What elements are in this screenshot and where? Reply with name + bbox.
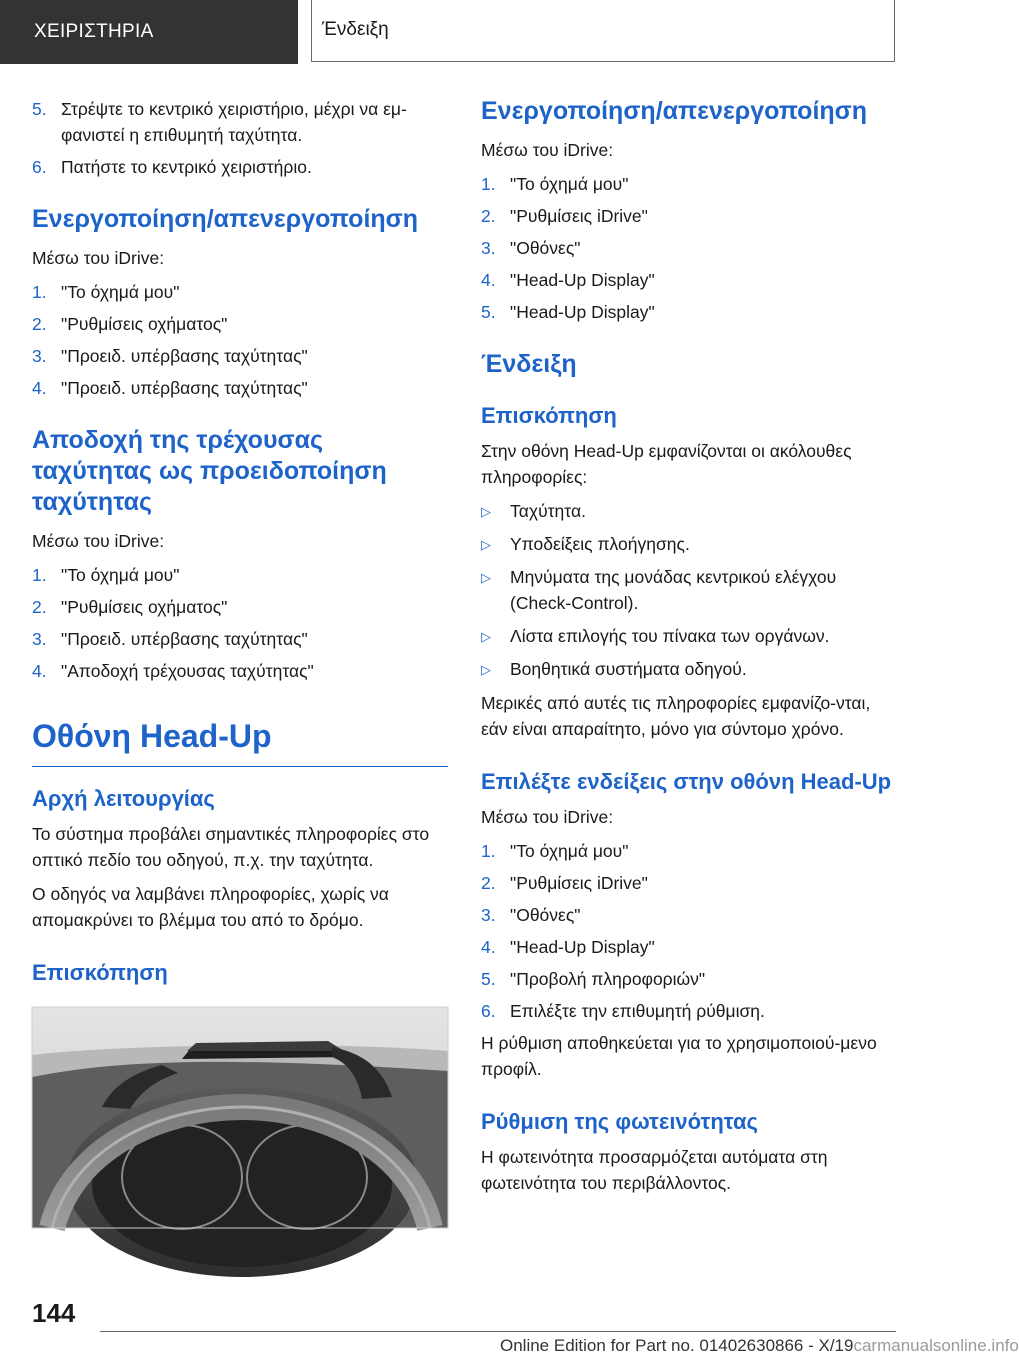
list-item xyxy=(32,626,448,652)
step-number: 5. xyxy=(481,969,496,989)
intro-text: Μέσω του iDrive: xyxy=(481,807,614,827)
step-number: 2. xyxy=(32,314,47,334)
step-number: 3. xyxy=(32,629,47,649)
overview-intro: Στην οθόνη Head-Up εμφανίζονται οι ακόλουθες πληροφορίες: xyxy=(481,441,852,487)
step-number: 6. xyxy=(32,157,47,177)
step-text: "Προβολή πληροφοριών" xyxy=(510,969,706,989)
steps-continued xyxy=(32,96,448,180)
display-info-list xyxy=(481,498,897,682)
principle-paragraph-2: Ο οδηγός να λαμβάνει πληροφορίες, χωρίς να απομακρύνει το βλέμμα του από το δρόμο. xyxy=(32,884,389,930)
intro-text: Μέσω του iDrive: xyxy=(481,140,614,160)
list-item xyxy=(32,375,448,401)
step-number: 2. xyxy=(481,873,496,893)
step-text: "Ρυθμίσεις οχήματος" xyxy=(61,314,228,334)
list-item xyxy=(481,267,897,293)
edition-text: Online Edition for Part no. 01402630866 - X/19 xyxy=(500,1336,854,1355)
chapter-title: Οθόνη Head-Up xyxy=(32,716,448,767)
accept-speed-steps xyxy=(32,562,448,684)
step-text: "Το όχημά μου" xyxy=(510,841,629,861)
list-item xyxy=(481,171,897,197)
intro-text: Μέσω του iDrive: xyxy=(32,248,165,268)
footer-divider xyxy=(100,1331,896,1332)
step-number: 2. xyxy=(481,206,496,226)
select-note: Η ρύθμιση αποθηκεύεται για το χρησιμοποιού-μενο προφίλ. xyxy=(481,1033,877,1079)
list-item xyxy=(481,299,897,325)
step-number: 3. xyxy=(481,905,496,925)
activation-steps xyxy=(32,279,448,401)
step-text: "Οθόνες" xyxy=(510,905,581,925)
item-text: Υποδείξεις πλοήγησης. xyxy=(510,534,690,554)
step-text: "Head-Up Display" xyxy=(510,302,655,322)
list-item xyxy=(32,154,448,180)
step-number: 1. xyxy=(32,565,47,585)
brightness-text: Η φωτεινότητα προσαρμόζεται αυτόματα στη φωτεινότητα του περιβάλλοντος. xyxy=(481,1147,828,1193)
section-title-hud-activation: Ενεργοποίηση/απενεργοποίηση xyxy=(481,97,868,125)
list-item xyxy=(32,279,448,305)
left-column xyxy=(32,96,448,1228)
right-column xyxy=(481,96,897,1204)
list-item xyxy=(481,998,897,1024)
section-title-activation: Ενεργοποίηση/απενεργοποίηση xyxy=(32,205,419,233)
step-text: "Head-Up Display" xyxy=(510,270,655,290)
hud-activation-steps xyxy=(481,171,897,325)
section-tab[interactable]: ΧΕΙΡΙΣΤΗΡΙΑ xyxy=(0,0,298,64)
step-text: "Ρυθμίσεις iDrive" xyxy=(510,873,648,893)
triangle-bullet-icon: ▷ xyxy=(481,629,491,644)
step-text: "Οθόνες" xyxy=(510,238,581,258)
step-text: "Ρυθμίσεις iDrive" xyxy=(510,206,648,226)
overview-note: Μερικές από αυτές τις πληροφορίες εμφανίζο-νται, εάν είναι απαραίτητο, μόνο για σύντομο χρόνο. xyxy=(481,693,871,739)
triangle-bullet-icon: ▷ xyxy=(481,537,491,552)
list-item xyxy=(32,562,448,588)
step-number: 6. xyxy=(481,1001,496,1021)
step-number: 4. xyxy=(481,270,496,290)
list-item xyxy=(32,96,448,148)
step-number: 5. xyxy=(481,302,496,322)
list-item xyxy=(481,838,897,864)
section-title-brightness: Ρύθμιση της φωτεινότητας xyxy=(481,1109,758,1134)
step-number: 3. xyxy=(32,346,47,366)
page-number: 144 xyxy=(32,1298,76,1328)
item-text: Βοηθητικά συστήματα οδηγού. xyxy=(510,659,747,679)
section-title-display: Ένδειξη xyxy=(481,350,577,378)
step-text: Στρέψτε το κεντρικό χειριστήριο, μέχρι να εμ-φανιστεί η επιθυμητή ταχύτητα. xyxy=(61,99,407,145)
step-text: Πατήστε το κεντρικό χειριστήριο. xyxy=(61,157,312,177)
step-number: 4. xyxy=(481,937,496,957)
list-item xyxy=(481,203,897,229)
list-item xyxy=(481,934,897,960)
section-title-principle: Αρχή λειτουργίας xyxy=(32,786,215,811)
step-text: "Προειδ. υπέρβασης ταχύτητας" xyxy=(61,346,308,366)
triangle-bullet-icon: ▷ xyxy=(481,504,491,519)
principle-paragraph-1: Το σύστημα προβάλει σημαντικές πληροφορίες στο οπτικό πεδίο του οδηγού, π.χ. την ταχύτητα. xyxy=(32,824,430,870)
step-number: 1. xyxy=(481,841,496,861)
step-number: 4. xyxy=(32,378,47,398)
list-item xyxy=(481,966,897,992)
section-title-select-indications: Επιλέξτε ενδείξεις στην οθόνη Head-Up xyxy=(481,769,892,794)
step-text: "Το όχημά μου" xyxy=(510,174,629,194)
triangle-bullet-icon: ▷ xyxy=(481,662,491,677)
list-item xyxy=(32,343,448,369)
list-item xyxy=(481,902,897,928)
step-text: "Το όχημά μου" xyxy=(61,282,180,302)
list-item xyxy=(32,594,448,620)
step-text: "Προειδ. υπέρβασης ταχύτητας" xyxy=(61,378,308,398)
step-text: "Προειδ. υπέρβασης ταχύτητας" xyxy=(61,629,308,649)
step-text: "Το όχημά μου" xyxy=(61,565,180,585)
step-number: 1. xyxy=(481,174,496,194)
section-title-overview: Επισκόπηση xyxy=(32,960,168,985)
list-item xyxy=(481,656,897,682)
list-item xyxy=(32,658,448,684)
list-item xyxy=(481,235,897,261)
step-text: "Head-Up Display" xyxy=(510,937,655,957)
step-text: "Ρυθμίσεις οχήματος" xyxy=(61,597,228,617)
step-text: "Αποδοχή τρέχουσας ταχύτητας" xyxy=(61,661,314,681)
step-number: 5. xyxy=(32,99,47,119)
item-text: Ταχύτητα. xyxy=(510,501,586,521)
step-number: 4. xyxy=(32,661,47,681)
item-text: Λίστα επιλογής του πίνακα των οργάνων. xyxy=(510,626,830,646)
page-header xyxy=(0,0,960,66)
step-number: 1. xyxy=(32,282,47,302)
step-number: 2. xyxy=(32,597,47,617)
list-item xyxy=(481,498,897,524)
step-text: Επιλέξτε την επιθυμητή ρύθμιση. xyxy=(510,1001,765,1021)
watermark-text[interactable]: carmanualsonline.info xyxy=(853,1336,1019,1355)
head-up-display-photo xyxy=(32,1007,448,1228)
list-item xyxy=(481,531,897,557)
section-title-accept-speed: Αποδοχή της τρέχουσας ταχύτητας ως προειδοποίηση ταχύτητας xyxy=(32,426,387,516)
topic-tab[interactable]: Ένδειξη xyxy=(311,0,895,62)
list-item xyxy=(481,870,897,896)
triangle-bullet-icon: ▷ xyxy=(481,570,491,585)
section-title-display-overview: Επισκόπηση xyxy=(481,403,617,428)
list-item xyxy=(481,623,897,649)
select-indications-steps xyxy=(481,838,897,1024)
footer-edition xyxy=(500,1336,1019,1362)
item-text: Μηνύματα της μονάδας κεντρικού ελέγχου (Check-Control). xyxy=(510,567,837,613)
list-item xyxy=(32,311,448,337)
step-number: 3. xyxy=(481,238,496,258)
list-item xyxy=(481,564,897,616)
intro-text: Μέσω του iDrive: xyxy=(32,531,165,551)
